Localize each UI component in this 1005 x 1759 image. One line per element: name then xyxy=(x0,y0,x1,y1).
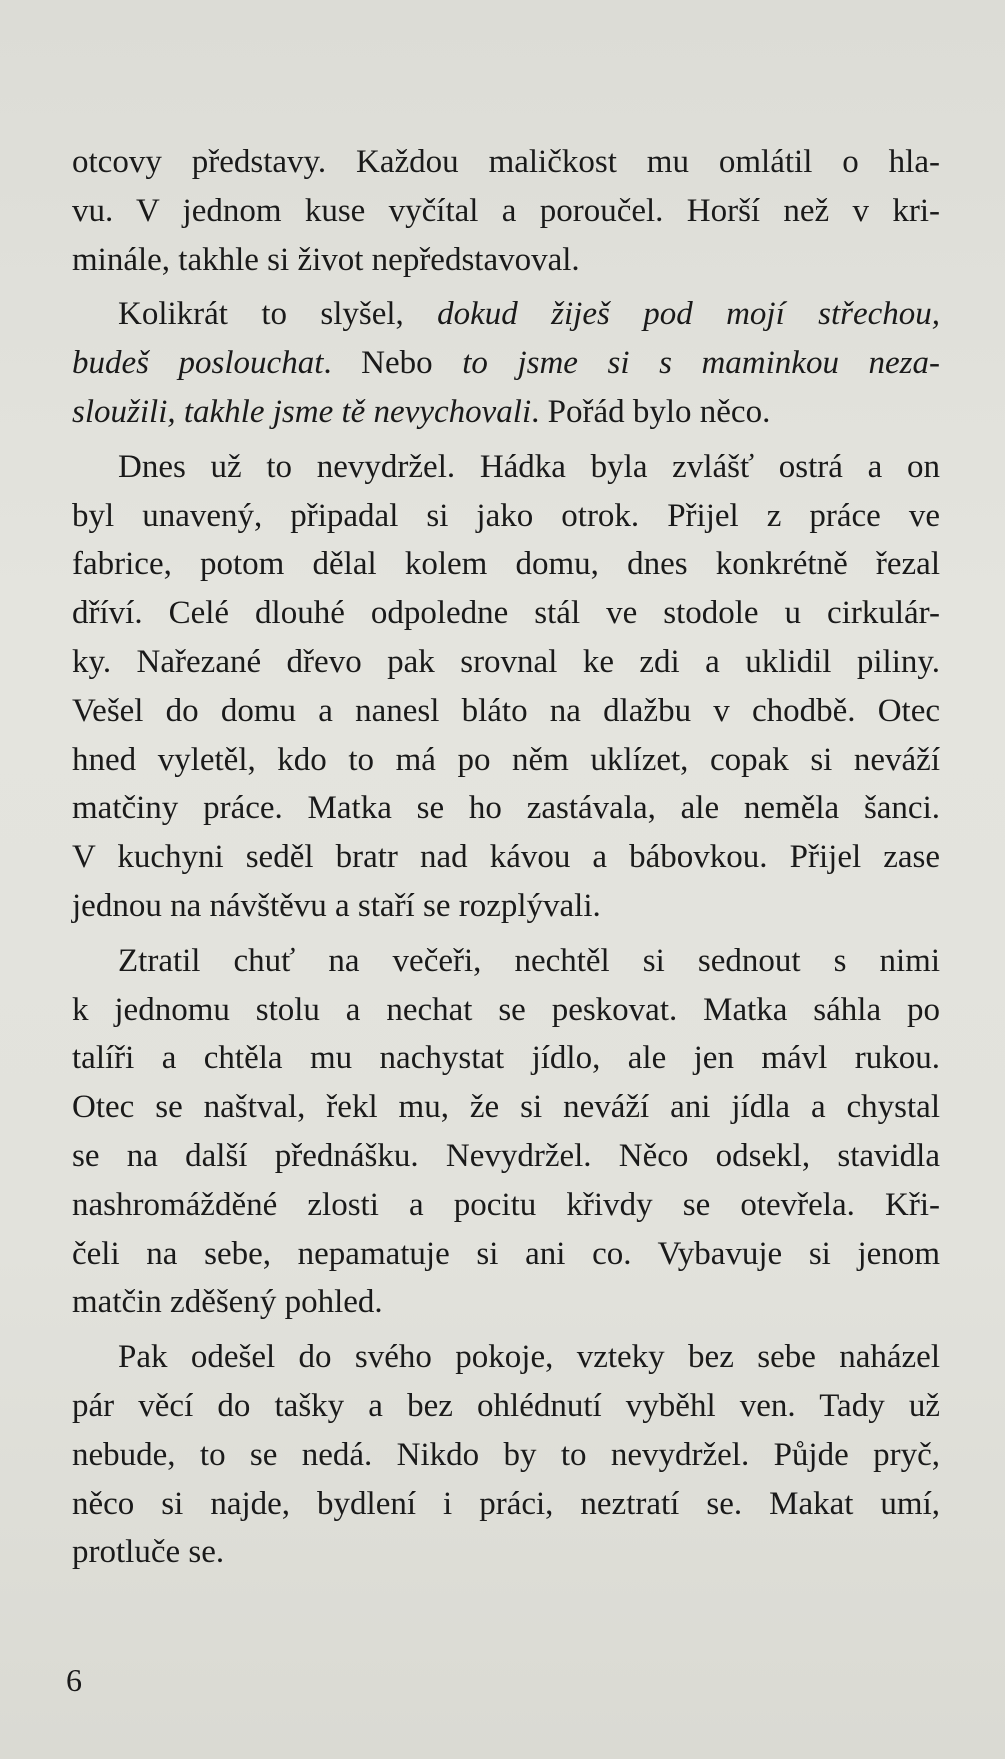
text-line: nashromážděné zlosti a pocitu křivdy se otevřela. Kři- xyxy=(72,1186,940,1223)
italic-phrase: to jsme si s maminkou neza- xyxy=(462,345,940,382)
paragraph-first-line: Pak odešel do svého pokoje, vzteky bez sebe naházel xyxy=(118,1339,940,1376)
text-line: pár věcí do tašky a bez ohlédnutí vyběhl ven. Tady už xyxy=(72,1387,940,1424)
text-line: nebude, to se nedá. Nikdo by to nevydržel. Půjde pryč, xyxy=(72,1436,940,1473)
text-line: Vešel do domu a nanesl bláto na dlažbu v chodbě. Otec xyxy=(72,692,940,729)
italic-phrase: dokud žiješ pod mojí střechou, xyxy=(437,296,940,333)
paragraph-first-line: Dnes už to nevydržel. Hádka byla zvlášť ostrá a on xyxy=(118,448,940,485)
text-run: . Pořád bylo něco. xyxy=(531,393,771,430)
text-line: ky. Nařezané dřevo pak srovnal ke zdi a uklidil piliny. xyxy=(72,643,940,680)
text-run: Kolikrát to slyšel, xyxy=(118,296,438,333)
body-text xyxy=(72,138,940,1577)
text-line: se na další přednášku. Nevydržel. Něco odsekl, stavidla xyxy=(72,1137,940,1174)
italic-phrase: sloužili, takhle jsme tě nevychovali xyxy=(72,393,532,430)
text-line: vu. V jednom kuse vyčítal a poroučel. Horší než v kri- xyxy=(72,192,940,229)
text-run: . Nebo xyxy=(323,345,463,382)
text-line: matčin zděšený pohled. xyxy=(72,1284,383,1321)
text-line: fabrice, potom dělal kolem domu, dnes konkrétně řezal xyxy=(72,546,940,583)
text-line: talíři a chtěla mu nachystat jídlo, ale jen mávl rukou. xyxy=(72,1040,940,1077)
paragraph-first-line: Ztratil chuť na večeři, nechtěl si sednout s nimi xyxy=(118,942,940,979)
text-line: V kuchyni seděl bratr nad kávou a bábovkou. Přijel zase xyxy=(72,839,940,876)
page-number: 6 xyxy=(66,1662,82,1698)
text-line: k jednomu stolu a nechat se peskovat. Matka sáhla po xyxy=(72,991,940,1028)
text-line: dříví. Celé dlouhé odpoledne stál ve stodole u cirkulár- xyxy=(72,595,940,632)
text-line: něco si najde, bydlení i práci, neztratí se. Makat umí, xyxy=(72,1485,940,1522)
text-line: jednou na návštěvu a staří se rozplývali. xyxy=(72,887,601,924)
text-line: matčiny práce. Matka se ho zastávala, ale neměla šanci. xyxy=(72,790,940,827)
paragraph-first-line xyxy=(72,290,940,339)
text-line: minále, takhle si život nepředstavoval. xyxy=(72,241,580,278)
text-line xyxy=(72,339,940,388)
text-line: protluče se. xyxy=(72,1534,225,1571)
italic-phrase: budeš poslouchat xyxy=(72,345,324,382)
text-line: otcovy představy. Každou maličkost mu omlátil o hla- xyxy=(72,144,940,180)
text-line: byl unavený, připadal si jako otrok. Přijel z práce ve xyxy=(72,497,940,534)
text-line: hned vyletěl, kdo to má po něm uklízet, copak si neváží xyxy=(72,741,940,778)
text-line: čeli na sebe, nepamatuje si ani co. Vybavuje si jenom xyxy=(72,1235,940,1272)
text-line xyxy=(72,388,940,437)
text-line: Otec se naštval, řekl mu, že si neváží ani jídla a chystal xyxy=(72,1089,940,1126)
